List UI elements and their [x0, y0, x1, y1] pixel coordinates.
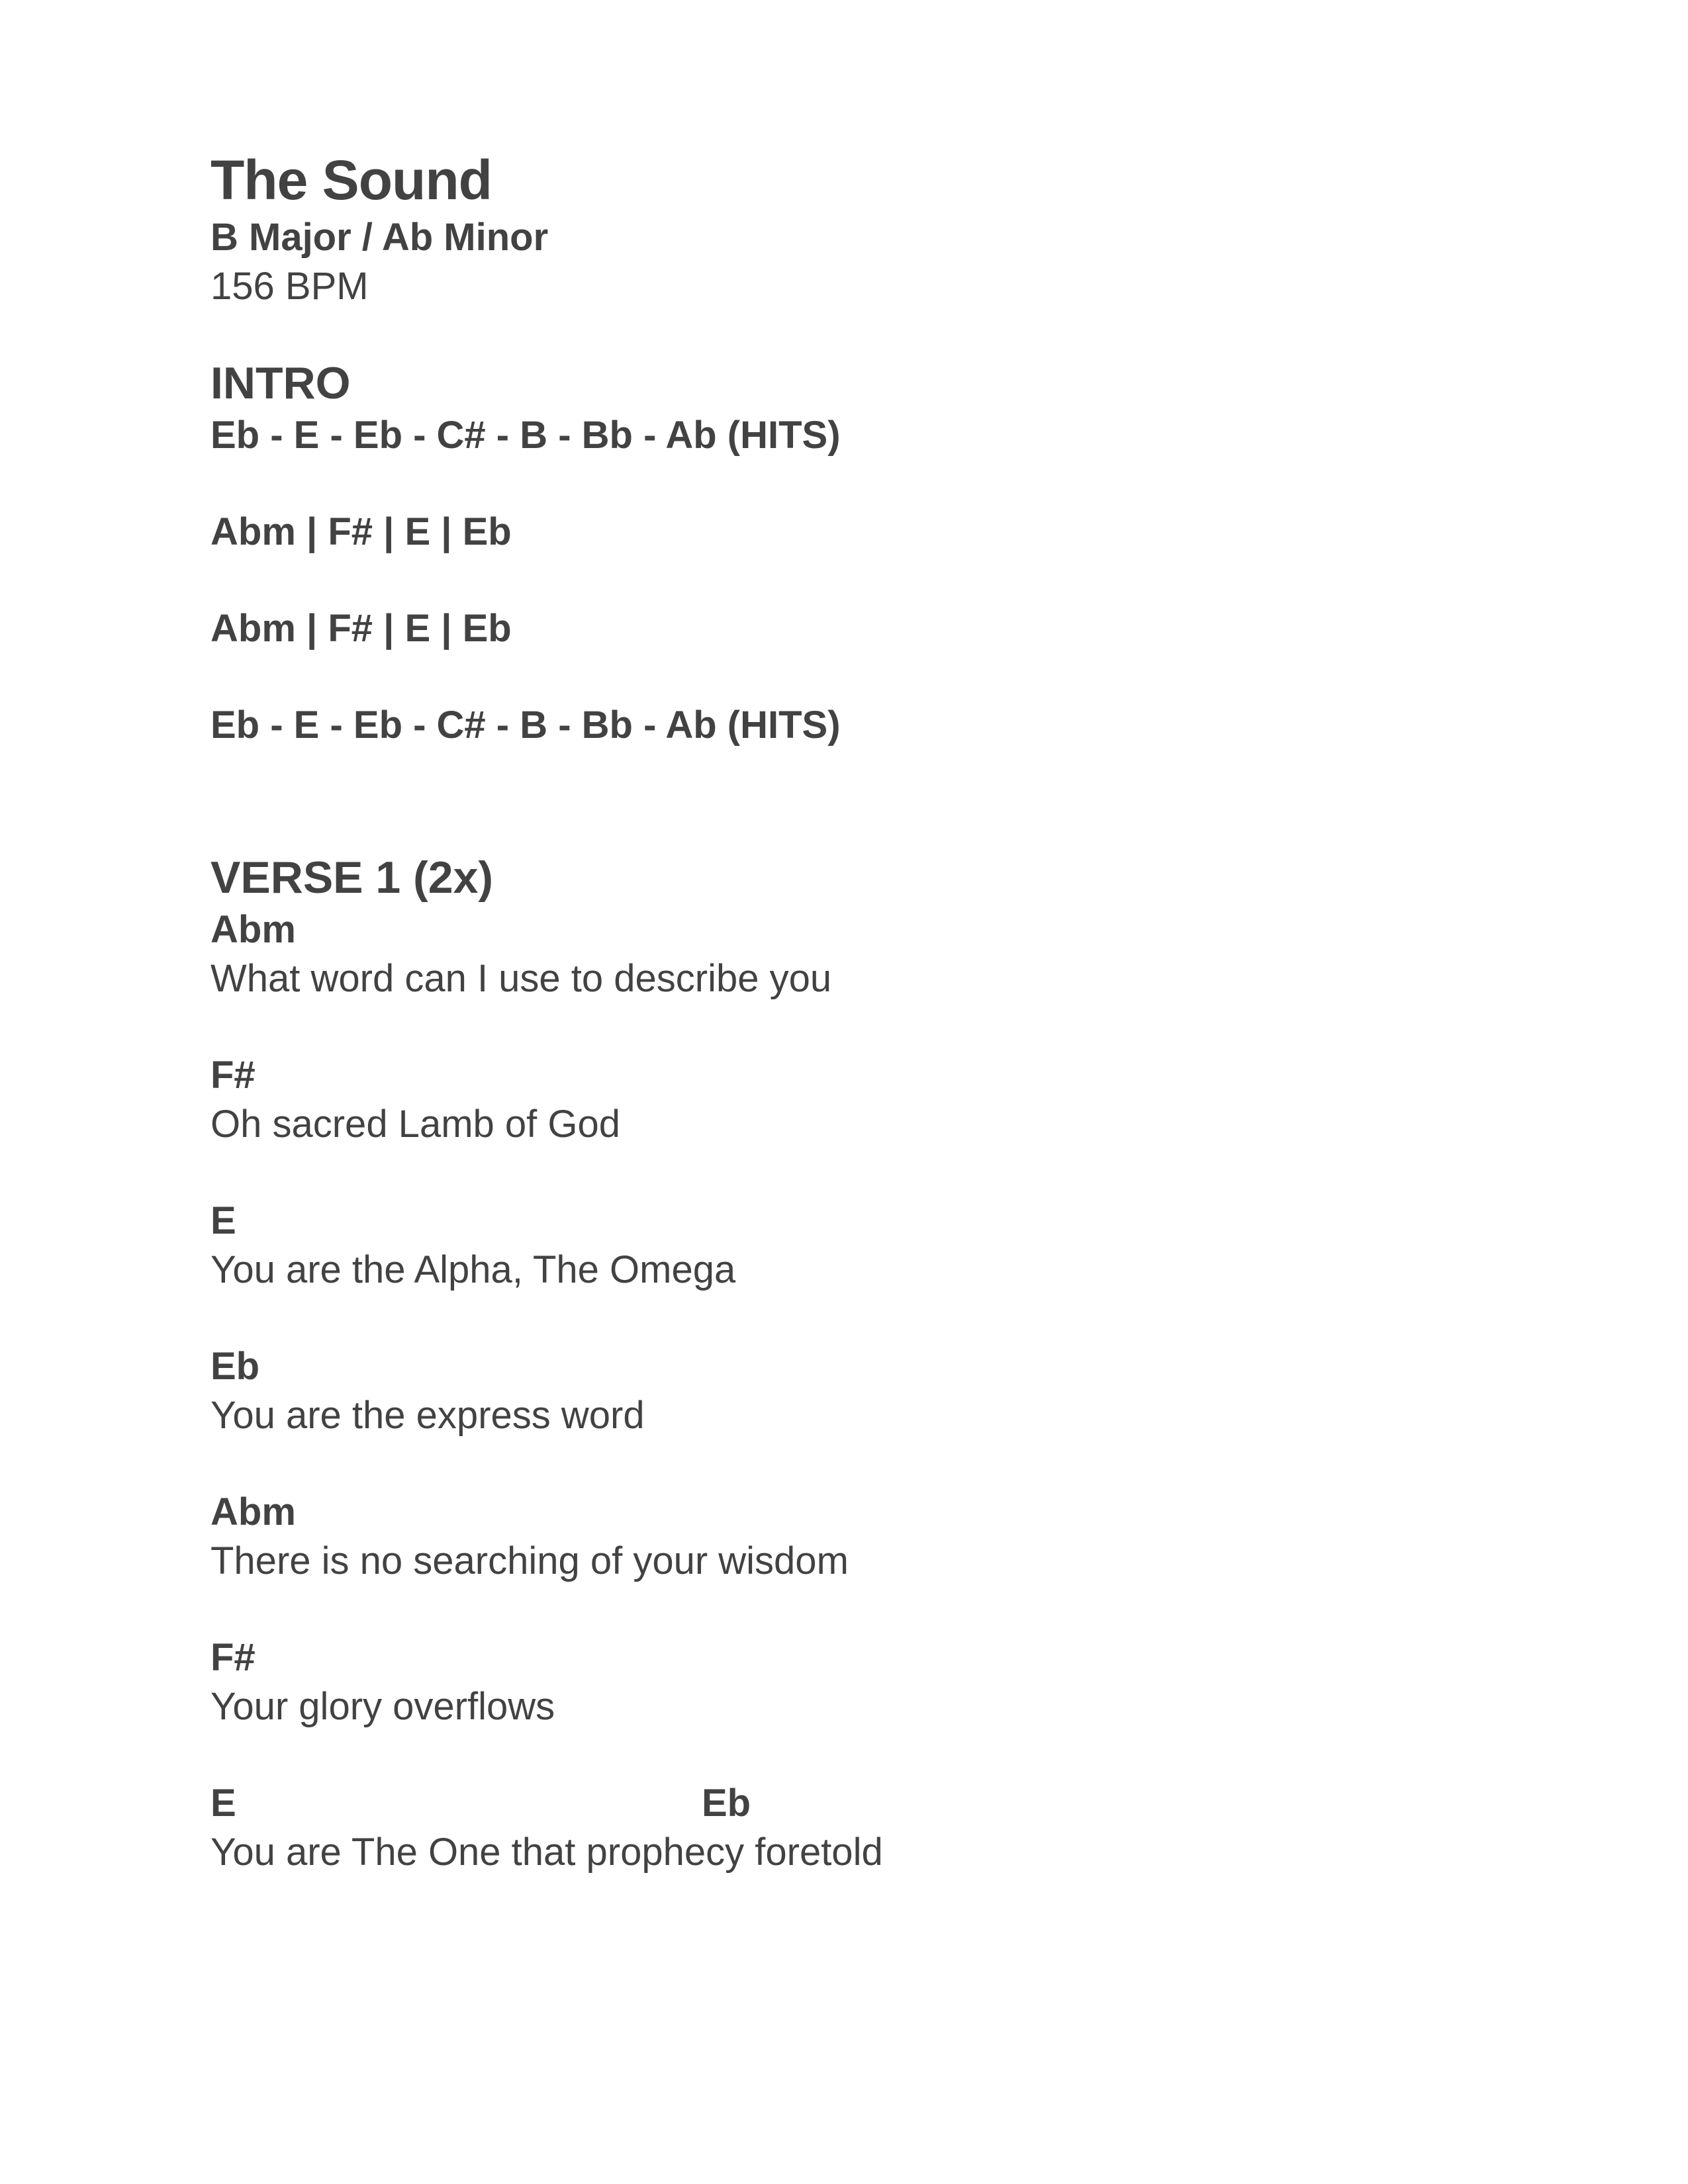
chord: E	[211, 1782, 236, 1825]
chord-row	[211, 1197, 883, 1246]
lyric-line: Your glory overflows	[211, 1685, 555, 1728]
lyric-line: You are the Alpha, The Omega	[211, 1248, 736, 1291]
verse-stanza	[211, 1779, 883, 1877]
verse-stanza	[211, 1342, 883, 1440]
lyric-line: What word can I use to describe you	[211, 957, 832, 1000]
song-title: The Sound	[211, 149, 492, 211]
chord-row	[211, 1488, 883, 1537]
intro-line-4: Eb - E - Eb - C# - B - Bb - Ab (HITS)	[211, 704, 841, 747]
verse-stanza	[211, 1197, 883, 1295]
chord-row	[211, 1342, 883, 1391]
lyric-line: There is no searching of your wisdom	[211, 1539, 849, 1582]
intro-line-1: Eb - E - Eb - C# - B - Bb - Ab (HITS)	[211, 414, 841, 457]
chord-row	[211, 1633, 883, 1682]
chord-row	[211, 905, 883, 954]
verse-1-section	[211, 850, 883, 1877]
intro-line-3: Abm | F# | E | Eb	[211, 607, 512, 650]
lyric-line: You are the express word	[211, 1394, 645, 1437]
chord: Eb	[211, 1345, 260, 1388]
chord: Abm	[211, 1490, 296, 1533]
verse-stanza	[211, 1488, 883, 1586]
intro-section	[211, 355, 841, 750]
chord: Abm	[211, 908, 296, 951]
verse-stanza	[211, 1633, 883, 1731]
song-header	[211, 147, 1534, 311]
chord: F#	[211, 1636, 256, 1679]
chord-row	[211, 1779, 883, 1828]
verse-stanza	[211, 1051, 883, 1149]
song-tempo: 156 BPM	[211, 265, 369, 308]
chord: F#	[211, 1054, 256, 1097]
lyric-line: Oh sacred Lamb of God	[211, 1103, 620, 1146]
chord: Eb	[702, 1782, 751, 1825]
chord-row	[211, 1051, 883, 1100]
verse-stanza	[211, 905, 883, 1003]
song-key: B Major / Ab Minor	[211, 216, 549, 259]
intro-heading: INTRO	[211, 358, 351, 408]
chord: E	[211, 1199, 236, 1242]
chord-sheet	[211, 147, 1534, 1874]
lyric-line: You are The One that prophecy foretold	[211, 1831, 883, 1874]
intro-line-2: Abm | F# | E | Eb	[211, 510, 512, 553]
verse-1-heading: VERSE 1 (2x)	[211, 852, 494, 903]
